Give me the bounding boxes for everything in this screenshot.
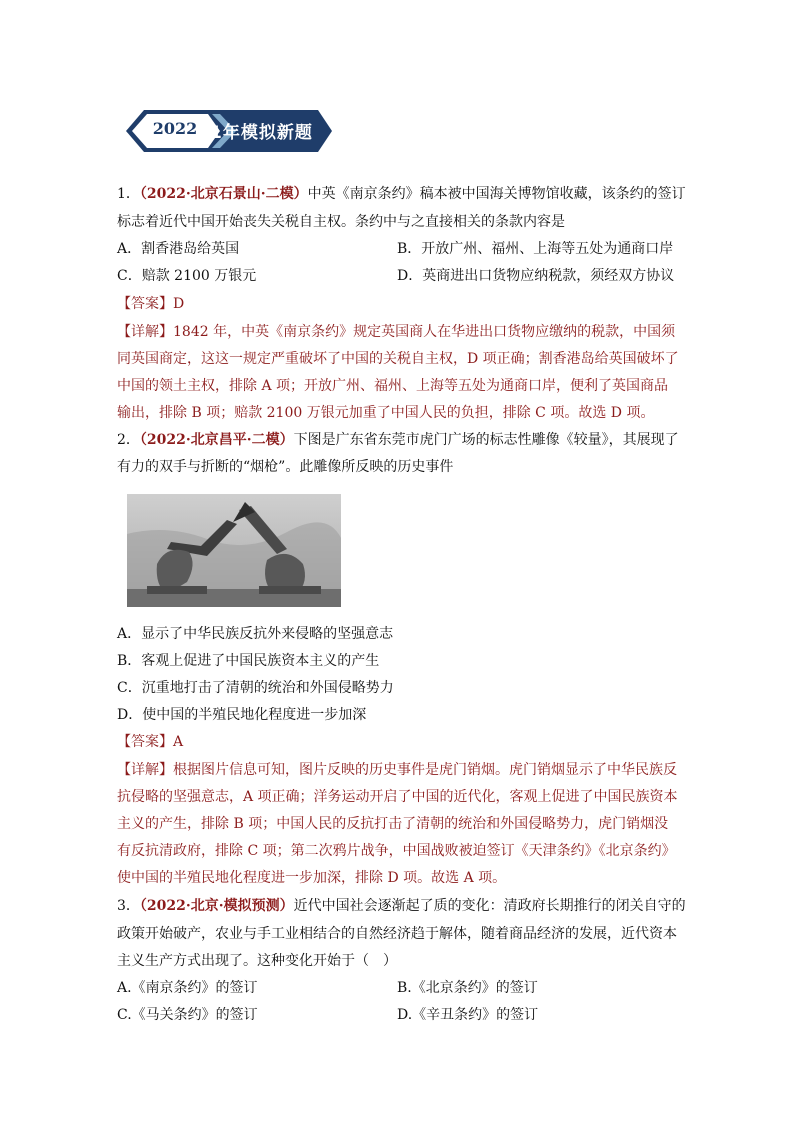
q3-source: （2022·北京·模拟预测） xyxy=(139,898,294,914)
q1-option-b: B．开放广州、福州、上海等五处为通商口岸 xyxy=(397,241,674,257)
q1-explain-label: 【详解】 xyxy=(117,324,173,340)
q1-option-d: D．英商进出口货物应纳税款，须经双方协议 xyxy=(397,268,675,284)
q3-option-a: A.《南京条约》的签订 xyxy=(117,980,258,996)
q3-option-c: C.《马关条约》的签订 xyxy=(117,1007,258,1023)
q2-explain-line5: 使中国的半殖民地化程度进一步加深，排除 D 项。故选 A 项。 xyxy=(117,870,507,886)
q1-explain-line3: 中国的领土主权，排除 A 项；开放广州、福州、上海等五处为通商口岸，便利了英国商品 xyxy=(117,378,669,394)
q3-stem-line2: 政策开始破产，农业与手工业相结合的自然经济趋于解体，随着商品经济的发展，近代资本 xyxy=(117,926,677,942)
q1-explain-text1: 1842 年，中英《南京条约》规定英国商人在华进出口货物应缴纳的税款，中国须 xyxy=(173,324,676,340)
q2-answer xyxy=(117,732,183,752)
q1-explain-line4: 输出，排除 B 项；赔款 2100 万银元加重了中国人民的负担，排除 C 项。故选 D 项。 xyxy=(117,405,655,421)
q2-source: （2022·北京昌平·二模） xyxy=(139,432,294,448)
q3-stem-line1 xyxy=(117,896,686,916)
sculpture-photo xyxy=(127,494,341,607)
section-banner xyxy=(122,102,334,160)
q2-answer-label: 【答案】 xyxy=(117,734,173,750)
q1-answer-value: D xyxy=(173,296,185,312)
q3-option-b: B.《北京条约》的签订 xyxy=(397,980,538,996)
q1-answer xyxy=(117,294,184,314)
sculpture-image-icon xyxy=(127,494,341,607)
q2-option-b: B．客观上促进了中国民族资本主义的产生 xyxy=(117,653,380,669)
banner-title: 1年模拟新题 xyxy=(210,123,313,143)
q2-explain-text1: 根据图片信息可知，图片反映的历史事件是虎门销烟。虎门销烟显示了中华民族反 xyxy=(173,762,677,778)
q2-explain-line3: 主义的产生，排除 B 项；中国人民的反抗打击了清朝的统治和外国侵略势力，虎门销烟没 xyxy=(117,816,669,832)
q2-number: 2． xyxy=(117,432,140,448)
q2-stem-text1: 下图是广东省东莞市虎门广场的标志性雕像《较量》，其展现了 xyxy=(293,432,679,448)
q1-answer-label: 【答案】 xyxy=(117,296,173,312)
q1-stem-line2: 标志着近代中国开始丧失关税自主权。条约中与之直接相关的条款内容是 xyxy=(117,214,565,230)
q3-stem-line3: 主义生产方式出现了。这种变化开始于（ ） xyxy=(117,953,397,969)
q1-stem-text1: 中英《南京条约》稿本被中国海关博物馆收藏，该条约的签订 xyxy=(307,186,686,202)
q2-option-d: D．使中国的半殖民地化程度进一步加深 xyxy=(117,707,367,723)
q2-option-a: A．显示了中华民族反抗外来侵略的坚强意志 xyxy=(117,626,394,642)
q1-source: （2022·北京石景山·二模） xyxy=(139,186,308,202)
q2-option-c: C．沉重地打击了清朝的统治和外国侵略势力 xyxy=(117,680,394,696)
q1-explain-line2: 同英国商定，这这一规定严重破坏了中国的关税自主权，D 项正确；割香港岛给英国破坏了 xyxy=(117,351,679,367)
q3-stem-text1: 近代中国社会逐渐起了质的变化：清政府长期推行的闭关自守的 xyxy=(293,898,686,914)
banner-year: 2022 xyxy=(152,119,198,138)
q1-stem-line1 xyxy=(117,184,686,204)
q2-answer-value: A xyxy=(173,734,184,750)
q2-explain-line1 xyxy=(117,760,677,780)
q1-option-c: C．赔款 2100 万银元 xyxy=(117,268,257,284)
q2-explain-label: 【详解】 xyxy=(117,762,173,778)
q2-stem-line1 xyxy=(117,430,679,450)
q2-explain-line4: 有反抗清政府，排除 C 项；第二次鸦片战争，中国战败被迫签订《天津条约》《北京条约》 xyxy=(117,843,676,859)
q1-number: 1． xyxy=(117,186,140,202)
q2-stem-line2: 有力的双手与折断的“烟枪”。此雕像所反映的历史事件 xyxy=(117,459,454,475)
q1-explain-line1 xyxy=(117,322,675,342)
q3-option-d: D.《辛丑条约》的签订 xyxy=(397,1007,539,1023)
q1-option-a: A．割香港岛给英国 xyxy=(117,241,240,257)
q3-number: 3． xyxy=(117,898,140,914)
q2-explain-line2: 抗侵略的坚强意志，A 项正确；洋务运动开启了中国的近代化，客观上促进了中国民族资本 xyxy=(117,789,678,805)
